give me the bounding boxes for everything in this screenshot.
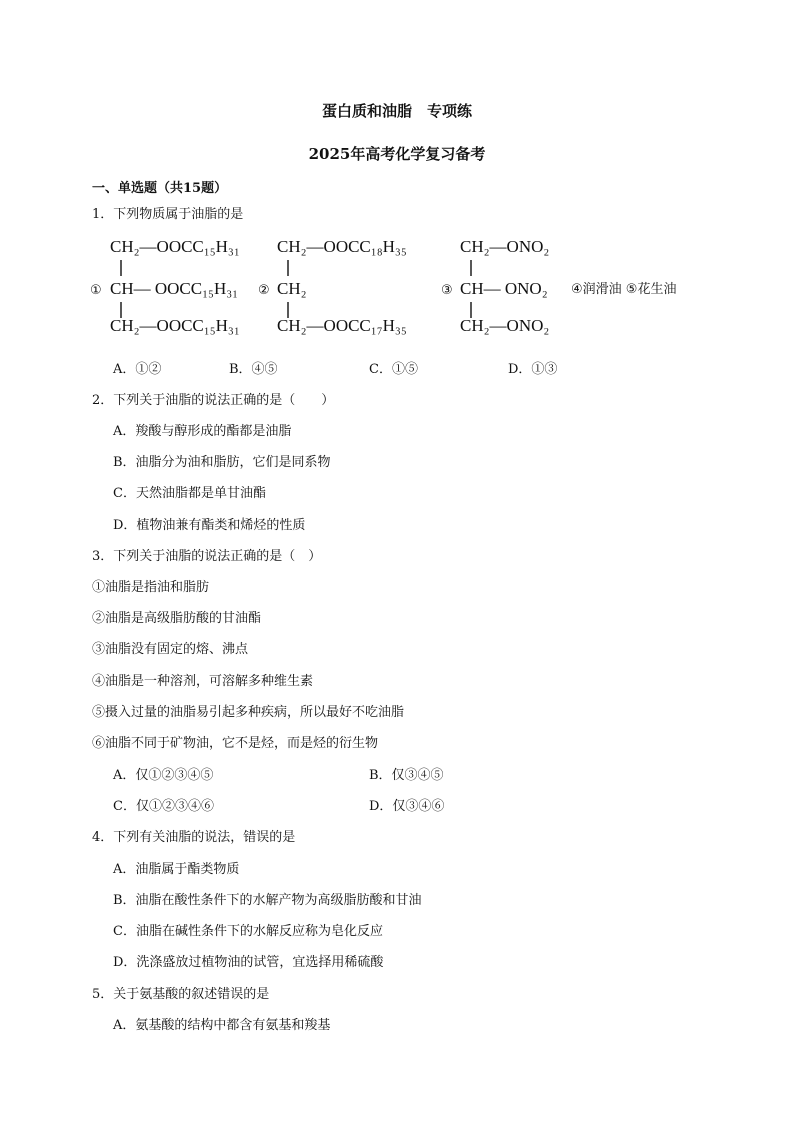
s3-top-text: CH₂—ONO₂ [460,237,550,256]
question-5-stem: 5．关于氨基酸的叙述错误的是 [92,987,270,1002]
q3-option-a: A．仅①②③④⑤ [113,768,214,783]
q1-option-a: A．①② [113,362,162,377]
q1-structural-formulas [0,228,794,343]
s2-label: ② [258,283,270,298]
q2-option-c: C．天然油脂都是单甘油酯 [113,486,266,501]
q2-option-d: D．植物油兼有酯类和烯烃的性质 [113,518,306,533]
q1-option-c: C．①⑤ [369,362,418,377]
q3-statement: ⑥油脂不同于矿物油，它不是烃，而是烃的衍生物 [92,736,379,751]
document-subtitle: 2025年高考化学复习备考 [308,145,486,163]
q5-option-a: A．氨基酸的结构中都含有氨基和羧基 [113,1018,331,1033]
question-2-stem: 2．下列关于油脂的说法正确的是（ ） [92,393,335,408]
q4-option-a: A．油脂属于酯类物质 [113,862,240,877]
question-1-stem: 1．下列物质属于油脂的是 [92,207,244,222]
q1-option-b: B．④⑤ [229,362,278,377]
section-heading: 一、单选题（共15题） [92,181,228,196]
question-3-stem: 3．下列关于油脂的说法正确的是（ ） [92,549,322,564]
q3-option-c: C．仅①②③④⑥ [113,799,214,814]
s3-label: ③ [441,283,453,298]
s2-top-text: CH₂—OOCC₁₈H₃₅ [277,237,407,256]
s1-mid-text: CH— OOCC₁₅H₃₁ [110,279,239,298]
s2-mid-text: CH₂ [277,279,307,298]
q3-option-b: B．仅③④⑤ [369,768,444,783]
s1-label: ① [90,283,102,298]
q3-statement: ⑤摄入过量的油脂易引起多种疾病，所以最好不吃油脂 [92,705,405,720]
s2-bot-text: CH₂—OOCC₁₇H₃₅ [277,316,407,335]
q3-option-d: D．仅③④⑥ [369,799,445,814]
q2-option-a: A．羧酸与醇形成的酯都是油脂 [113,424,292,439]
document-title: 蛋白质和油脂 专项练 [321,102,472,120]
s4-s5-labels: ④润滑油 ⑤花生油 [571,282,677,297]
q4-option-d: D．洗涤盛放过植物油的试管，宜选择用稀硫酸 [113,955,384,970]
s3-mid-text: CH— ONO₂ [460,279,548,298]
q3-statement: ③油脂没有固定的熔、沸点 [92,642,249,657]
q3-statement: ②油脂是高级脂肪酸的甘油酯 [92,611,262,626]
s1-bot-text: CH₂—OOCC₁₅H₃₁ [110,316,240,335]
s3-bot-text: CH₂—ONO₂ [460,316,550,335]
q3-statement: ④油脂是一种溶剂，可溶解多种维生素 [92,674,314,689]
question-4-stem: 4．下列有关油脂的说法，错误的是 [92,830,296,845]
q3-statement: ①油脂是指油和脂肪 [92,580,210,595]
q4-option-b: B．油脂在酸性条件下的水解产物为高级脂肪酸和甘油 [113,893,422,908]
q4-option-c: C．油脂在碱性条件下的水解反应称为皂化反应 [113,924,383,939]
q2-option-b: B．油脂分为油和脂肪，它们是同系物 [113,455,331,470]
q1-option-d: D．①③ [508,362,558,377]
s1-top-text: CH₂—OOCC₁₅H₃₁ [110,237,240,256]
